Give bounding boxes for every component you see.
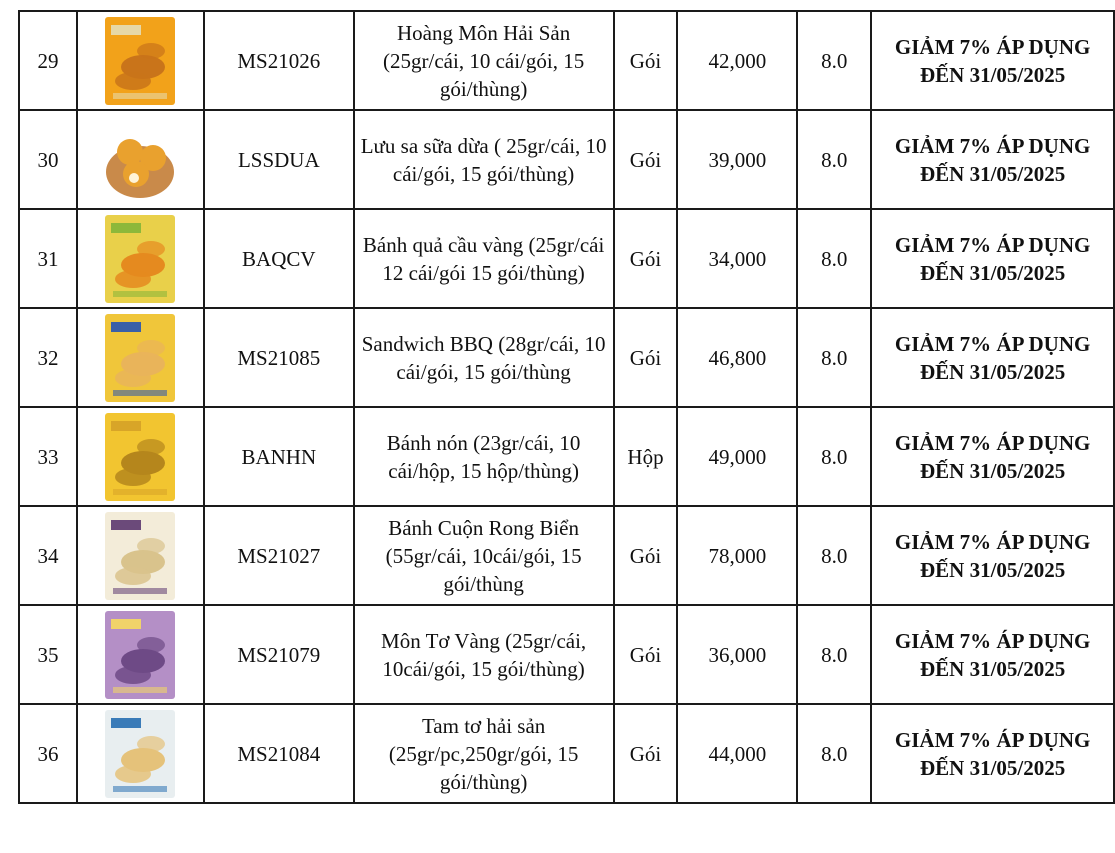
product-image [103,312,177,404]
product-code: MS21084 [204,704,354,803]
promotion-note: GIẢM 7% ÁP DỤNG ĐẾN 31/05/2025 [871,11,1114,110]
product-image [103,510,177,602]
product-price-table [18,10,1115,804]
vat-rate: 8.0 [797,704,871,803]
unit: Gói [614,209,678,308]
price: 78,000 [677,506,797,605]
product-image [103,708,177,800]
row-number: 35 [19,605,77,704]
product-image-cell [77,506,204,605]
table-row [19,704,1114,803]
promotion-note: GIẢM 7% ÁP DỤNG ĐẾN 31/05/2025 [871,605,1114,704]
unit: Hộp [614,407,678,506]
product-image-cell [77,704,204,803]
product-image-cell [77,605,204,704]
product-image [103,609,177,701]
vat-rate: 8.0 [797,506,871,605]
unit: Gói [614,308,678,407]
product-name: Bánh nón (23gr/cái, 10 cái/hộp, 15 hộp/thùng) [354,407,614,506]
price: 46,800 [677,308,797,407]
price: 44,000 [677,704,797,803]
price: 36,000 [677,605,797,704]
product-name: Hoàng Môn Hải Sản (25gr/cái, 10 cái/gói, 15 gói/thùng) [354,11,614,110]
row-number: 31 [19,209,77,308]
table-row [19,209,1114,308]
table-row [19,110,1114,209]
table-body [19,11,1114,803]
product-code: MS21085 [204,308,354,407]
price: 34,000 [677,209,797,308]
product-code: BAQCV [204,209,354,308]
price: 49,000 [677,407,797,506]
row-number: 32 [19,308,77,407]
product-code: MS21079 [204,605,354,704]
table-row [19,308,1114,407]
product-image-cell [77,11,204,110]
row-number: 33 [19,407,77,506]
vat-rate: 8.0 [797,605,871,704]
table-row [19,11,1114,110]
product-image-cell [77,308,204,407]
price: 42,000 [677,11,797,110]
product-code: LSSDUA [204,110,354,209]
product-name: Môn Tơ Vàng (25gr/cái, 10cái/gói, 15 gói/thùng) [354,605,614,704]
promotion-note: GIẢM 7% ÁP DỤNG ĐẾN 31/05/2025 [871,407,1114,506]
vat-rate: 8.0 [797,407,871,506]
product-image [103,213,177,305]
promotion-note: GIẢM 7% ÁP DỤNG ĐẾN 31/05/2025 [871,308,1114,407]
product-name: Bánh quả cầu vàng (25gr/cái 12 cái/gói 15 gói/thùng) [354,209,614,308]
promotion-note: GIẢM 7% ÁP DỤNG ĐẾN 31/05/2025 [871,704,1114,803]
row-number: 29 [19,11,77,110]
row-number: 36 [19,704,77,803]
product-code: MS21026 [204,11,354,110]
product-name: Tam tơ hải sản (25gr/pc,250gr/gói, 15 gói/thùng) [354,704,614,803]
unit: Gói [614,110,678,209]
promotion-note: GIẢM 7% ÁP DỤNG ĐẾN 31/05/2025 [871,209,1114,308]
vat-rate: 8.0 [797,110,871,209]
product-name: Sandwich BBQ (28gr/cái, 10 cái/gói, 15 gói/thùng [354,308,614,407]
promotion-note: GIẢM 7% ÁP DỤNG ĐẾN 31/05/2025 [871,506,1114,605]
product-image-cell [77,209,204,308]
table-row [19,605,1114,704]
vat-rate: 8.0 [797,11,871,110]
product-image [103,411,177,503]
product-image [103,15,177,107]
price: 39,000 [677,110,797,209]
unit: Gói [614,506,678,605]
unit: Gói [614,704,678,803]
table-row [19,506,1114,605]
product-image-cell [77,407,204,506]
product-name: Bánh Cuộn Rong Biển (55gr/cái, 10cái/gói, 15 gói/thùng [354,506,614,605]
vat-rate: 8.0 [797,308,871,407]
product-name: Lưu sa sữa dừa ( 25gr/cái, 10 cái/gói, 15 gói/thùng) [354,110,614,209]
table-row [19,407,1114,506]
row-number: 30 [19,110,77,209]
product-image-cell [77,110,204,209]
vat-rate: 8.0 [797,209,871,308]
product-code: BANHN [204,407,354,506]
product-code: MS21027 [204,506,354,605]
promotion-note: GIẢM 7% ÁP DỤNG ĐẾN 31/05/2025 [871,110,1114,209]
unit: Gói [614,11,678,110]
unit: Gói [614,605,678,704]
product-image [103,114,177,206]
row-number: 34 [19,506,77,605]
